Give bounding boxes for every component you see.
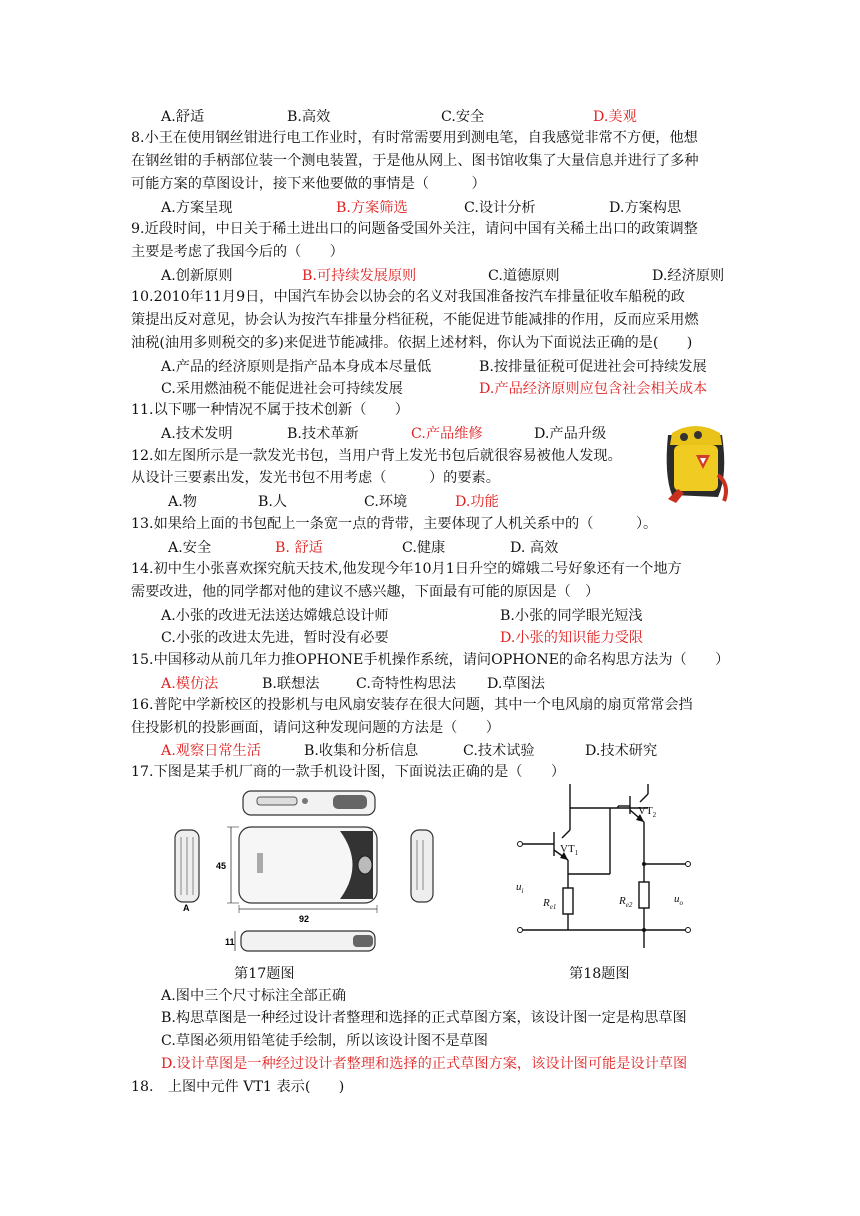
- q9-option-a: A.创新原则: [161, 268, 233, 284]
- phone-design-drawing: [165, 785, 445, 960]
- q7-option-c: C.安全: [441, 109, 485, 125]
- q8-option-a: A.方案呈现: [161, 200, 233, 216]
- q10-stem-2: 策提出反对意见，协会认为按汽车排量分档征税，不能促进节能减排的作用，反而应采用燃: [131, 312, 699, 328]
- q12-option-c: C.环境: [364, 494, 408, 510]
- q7-option-a: A.舒适: [161, 109, 205, 125]
- uo-label: $u_o$: [674, 893, 683, 907]
- re1-label: $R_{e1}$: [543, 897, 557, 911]
- re2-label: $R_{e2}$: [619, 895, 633, 909]
- q16-option-d: D.技术研究: [585, 743, 658, 759]
- q10-option-c: C.采用燃油税不能促进社会可持续发展: [161, 381, 403, 397]
- q7-option-b: B.高效: [287, 109, 331, 125]
- q11-option-a: A.技术发明: [161, 426, 233, 442]
- q9-option-c: C.道德原则: [488, 268, 560, 284]
- fig17-dim-45: 45: [216, 861, 227, 871]
- q14-stem-1: 14.初中生小张喜欢探究航天技术,他发现今年10月1日升空的嫦娥二号好象还有一个地方: [131, 561, 682, 577]
- fig17-dim-11: 11: [225, 937, 235, 947]
- fig18-caption: 第18题图: [569, 966, 630, 982]
- q13-option-d: D. 高效: [510, 540, 559, 556]
- q13-stem: 13.如果给上面的书包配上一条宽一点的背带，主要体现了人机关系中的（ ）。: [131, 516, 658, 532]
- q12-stem-1: 12.如左图所示是一款发光书包，当用户背上发光书包后就很容易被他人发现。: [131, 448, 622, 464]
- q13-option-a: A.安全: [168, 540, 212, 556]
- q15-option-a: A.模仿法: [161, 676, 219, 692]
- q12-option-b: B.人: [258, 494, 288, 510]
- q11-option-d: D.产品升级: [534, 426, 607, 442]
- q16-stem-1: 16.普陀中学新校区的投影机与电风扇安装存在很大问题，其中一个电风扇的扇页常常会挡: [131, 697, 693, 713]
- vt1-label: $VT_1$: [560, 843, 579, 857]
- q11-option-b: B.技术革新: [287, 426, 359, 442]
- q12-option-a: A.物: [168, 494, 197, 510]
- q16-option-c: C.技术试验: [463, 743, 535, 759]
- q14-option-b: B.小张的同学眼光短浅: [500, 608, 643, 624]
- q17-option-a: A.图中三个尺寸标注全部正确: [161, 988, 347, 1004]
- q15-stem: 15.中国移动从前几年力推OPHONE手机操作系统，请问OPHONE的命名构思方法为（ ）: [131, 652, 730, 668]
- q10-stem-1: 10.2010年11月9日，中国汽车协会以协会的名义对我国准备按汽车排量征收车船税的政: [131, 289, 685, 305]
- q8-option-b: B.方案筛选: [336, 200, 408, 216]
- q18-stem: 18. 上图中元件 VT1 表示( ): [131, 1079, 345, 1095]
- q17-option-d: D.设计草图是一种经过设计者整理和选择的正式草图方案，该设计图可能是设计草图: [161, 1056, 688, 1072]
- glowing-backpack-image: [658, 415, 732, 505]
- q15-option-b: B.联想法: [262, 676, 320, 692]
- q14-option-d: D.小张的知识能力受限: [500, 630, 644, 646]
- q10-stem-3: 油税(油用多则税交的多)来促进节能减排。依据上述材料，你认为下面说法正确的是( ): [131, 335, 693, 351]
- q9-stem-2: 主要是考虑了我国今后的（ ）: [131, 244, 344, 260]
- q10-option-d: D.产品经济原则应包含社会相关成本: [479, 381, 708, 397]
- transistor-circuit-diagram: [510, 780, 700, 952]
- q17-option-b: B.构思草图是一种经过设计者整理和选择的正式草图方案，该设计图一定是构思草图: [161, 1010, 687, 1026]
- fig17-caption: 第17题图: [234, 966, 295, 982]
- q15-option-d: D.草图法: [487, 676, 545, 692]
- q8-option-d: D.方案构思: [609, 200, 682, 216]
- q8-stem-3: 可能方案的草图设计，接下来他要做的事情是（ ）: [131, 176, 486, 192]
- q15-option-c: C.奇特性构思法: [356, 676, 456, 692]
- q13-option-b: B. 舒适: [275, 540, 323, 556]
- q9-option-b: B.可持续发展原则: [302, 268, 417, 284]
- q8-option-c: C.设计分析: [464, 200, 536, 216]
- q16-stem-2: 住投影机的投影画面，请问这种发现问题的方法是（ ）: [131, 720, 500, 736]
- fig17-dim-92: 92: [299, 914, 310, 924]
- ui-label: $u_i$: [516, 881, 524, 895]
- q8-stem-1: 8.小王在使用钢丝钳进行电工作业时，有时常需要用到测电笔，自我感觉非常不方便，他想: [131, 130, 698, 146]
- q17-stem: 17.下图是某手机厂商的一款手机设计图，下面说法正确的是（ ）: [131, 764, 566, 780]
- vt2-label: $VT_2$: [638, 805, 657, 819]
- q7-option-d: D.美观: [593, 109, 637, 125]
- q10-option-a: A.产品的经济原则是指产品本身成本尽量低: [161, 359, 432, 375]
- q8-stem-2: 在钢丝钳的手柄部位装一个测电装置，于是他从网上、图书馆收集了大量信息并进行了多种: [131, 153, 699, 169]
- fig17-label-a: A: [183, 903, 190, 913]
- q9-stem-1: 9.近段时间，中日关于稀土进出口的问题备受国外关注，请问中国有关稀土出口的政策调整: [131, 221, 698, 237]
- q11-stem: 11.以下哪一种情况不属于技术创新（ ）: [131, 402, 409, 418]
- q12-stem-2: 从设计三要素出发，发光书包不用考虑（ ）的要素。: [131, 470, 500, 486]
- q14-stem-2: 需要改进，他的同学都对他的建议不感兴趣，下面最有可能的原因是（ ）: [131, 584, 600, 600]
- q11-option-c: C.产品维修: [411, 426, 483, 442]
- q14-option-a: A.小张的改进无法送达嫦娥总设计师: [161, 608, 389, 624]
- q16-option-b: B.收集和分析信息: [304, 743, 419, 759]
- q10-option-b: B.按排量征税可促进社会可持续发展: [479, 359, 707, 375]
- q17-option-c: C.草图必须用铅笔徒手绘制，所以该设计图不是草图: [161, 1033, 488, 1049]
- q14-option-c: C.小张的改进太先进，暂时没有必要: [161, 630, 389, 646]
- q12-option-d: D.功能: [455, 494, 499, 510]
- q9-option-d: D.经济原则: [652, 268, 725, 284]
- q16-option-a: A.观察日常生活: [161, 743, 261, 759]
- q13-option-c: C.健康: [402, 540, 446, 556]
